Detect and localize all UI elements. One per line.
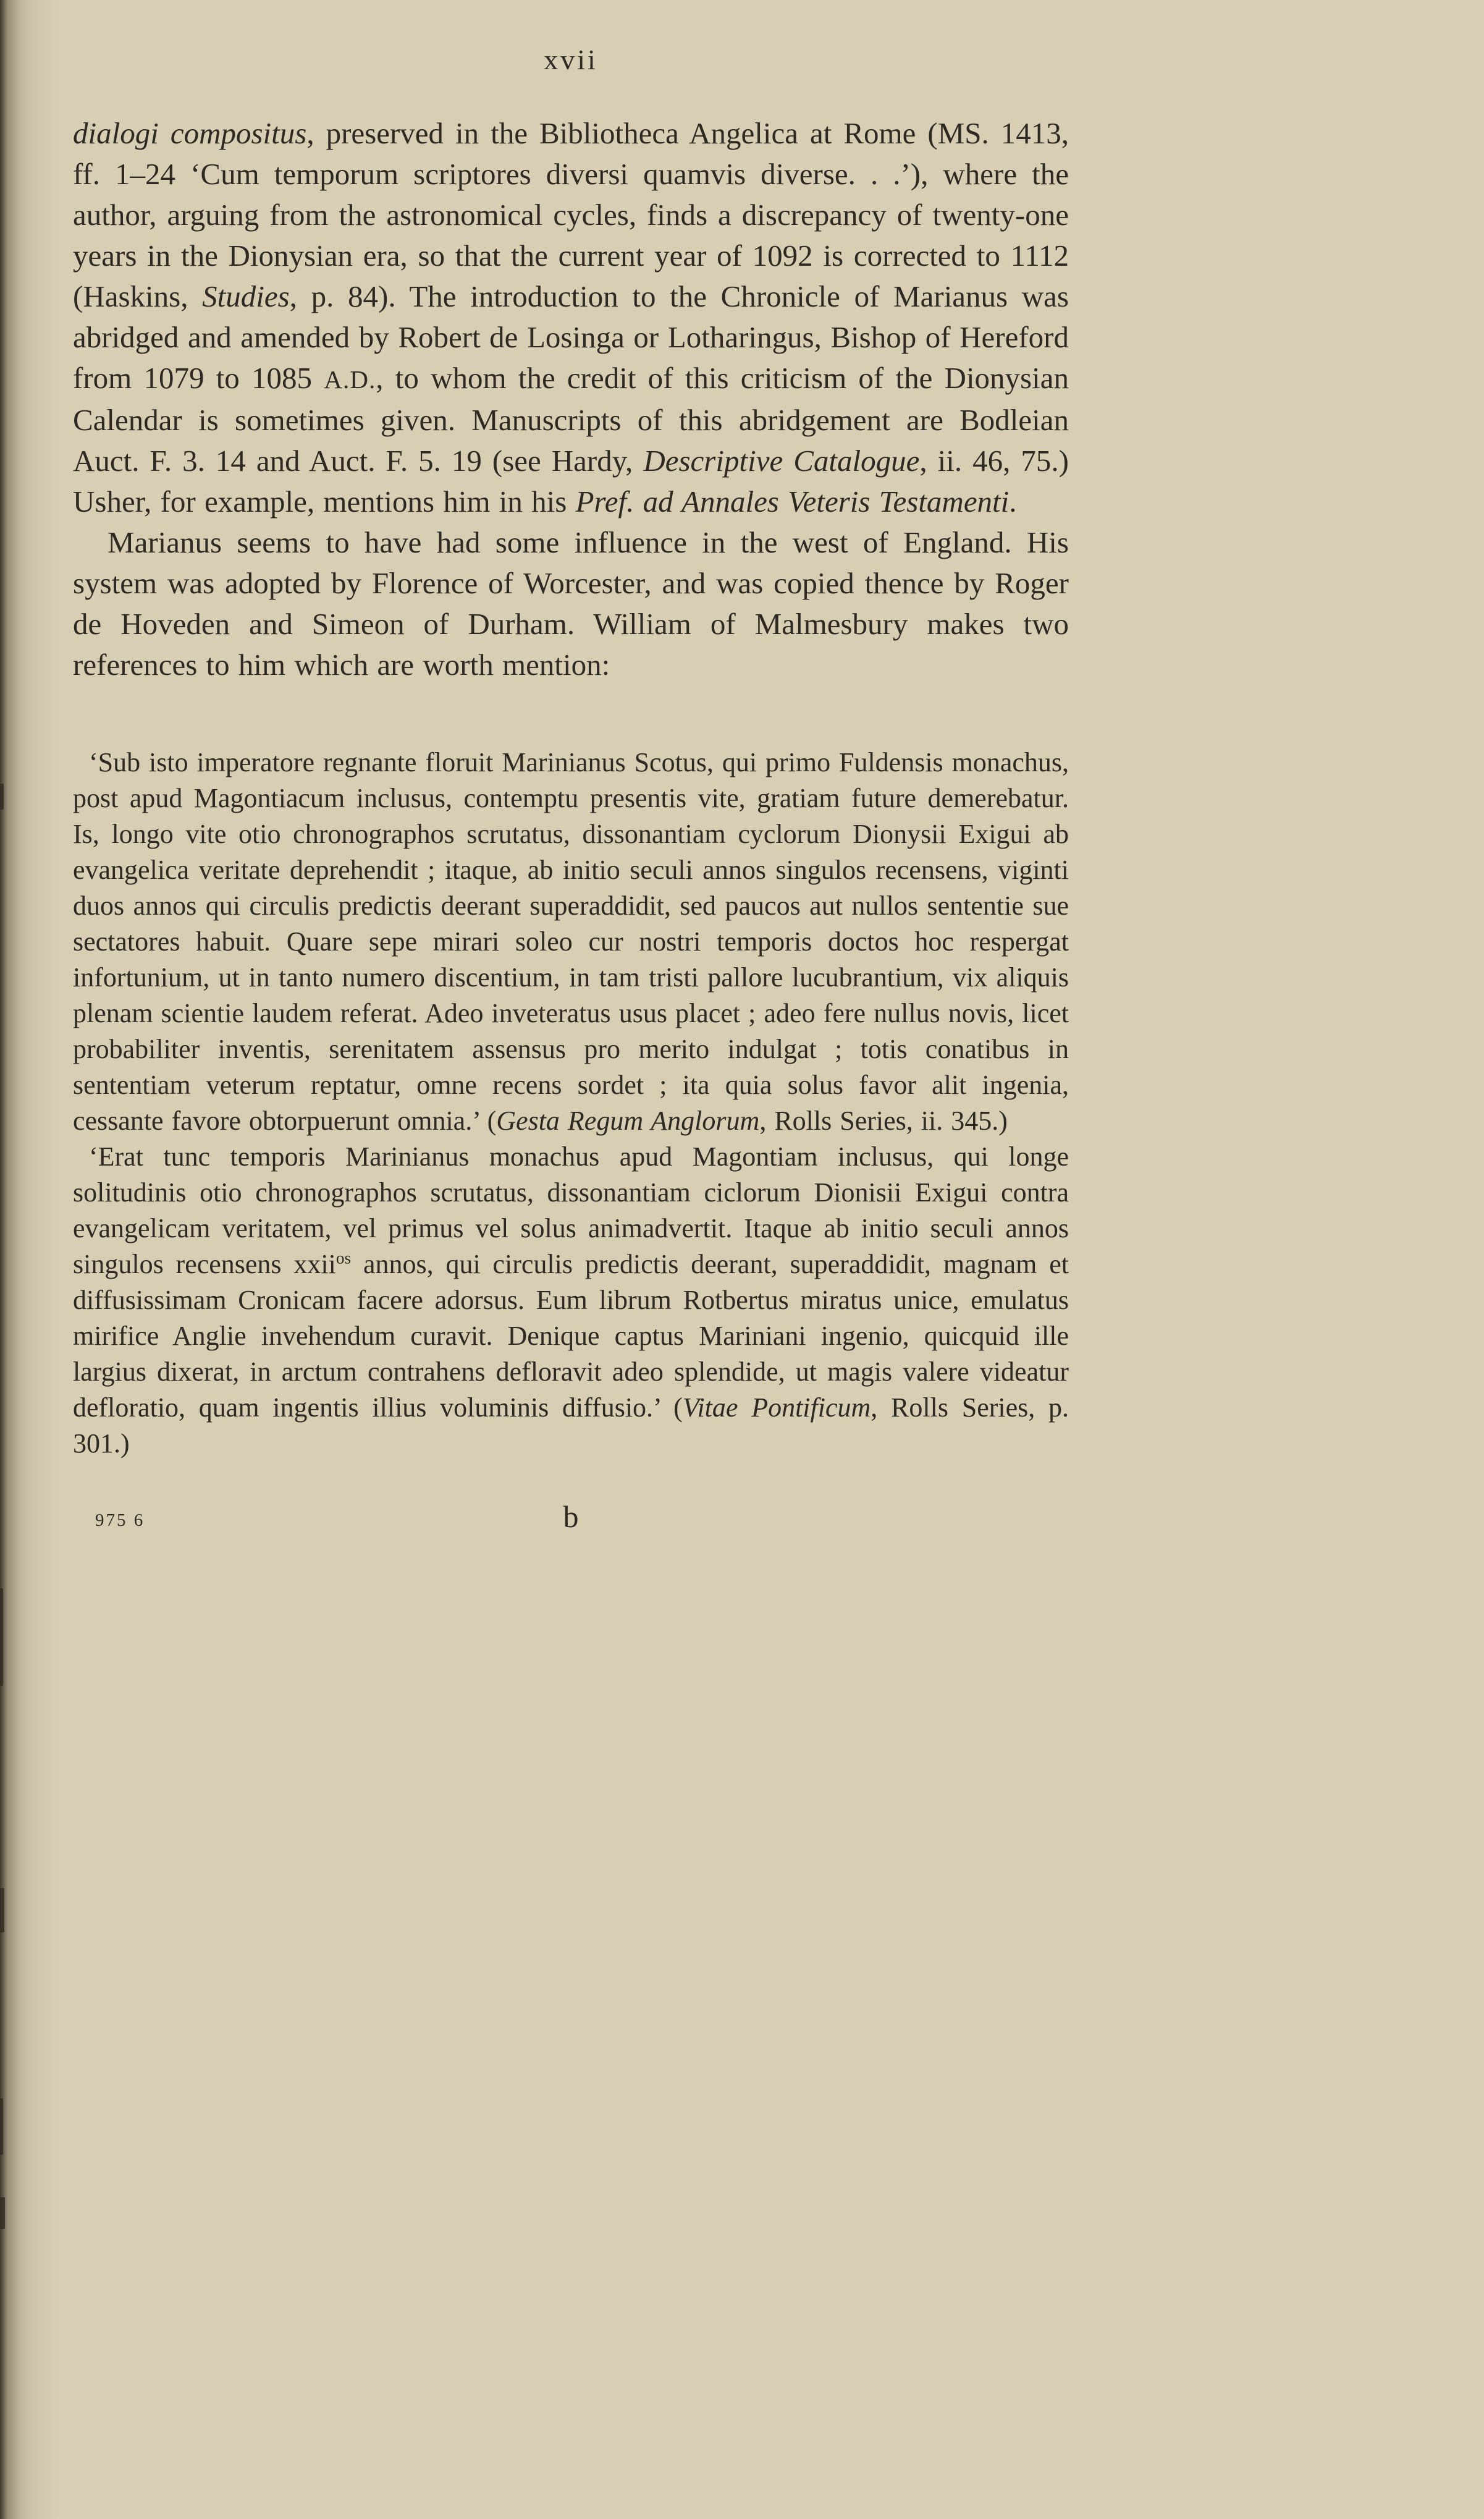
paragraph-continuation: dialogi compositus, preserved in the Bibliotheca Angelica at Rome (MS. 1413, ff. 1–24 ‘Cum temporum scriptores diversi quamvis diverse. . .’), where the author, arguing from the astronomical cycles, finds a discrepancy of twenty-one years in the Dionysian era, so that the current year of 1092 is corrected to 1112 (Haskins, Studies, p. 84). The introduction to the Chronicle of Marianus was abridged and amended by Robert de Losinga or Lotharingus, Bishop of Hereford from 1079 to 1085 A.D., to whom the credit of this criticism of the Dionysian Calendar is sometimes given. Manuscripts of this abridgement are Bodleian Auct. F. 3. 14 and Auct. F. 5. 19 (see Hardy, Descriptive Catalogue, ii. 46, 75.) Usher, for example, mentions him in his Pref. ad Annales Veteris Testamenti. [73, 116, 1069, 519]
binding-edge-shadow [0, 0, 59, 2519]
quote-block-vitae-pontificum: ‘Erat tunc temporis Marinianus monachus apud Magontiam inclusus, qui longe solitudinis otio chronographos scrutatus, dissonantiam ciclorum Dionisii Exigui contra evangelicam veritatem, vel primus vel solus animadvertit. Itaque ab initio seculi annos singulos recensens xxii$^{os}$ annos, qui circulis predictis deerant, superaddidit, magnam et diffusissimam Cronicam facere adorsus. Eum librum Rotbertus miratus unice, emulatus mirifice Anglie invehendum curavit. Denique captus Mariniani ingenio, quicquid ille largius dixerat, in arctum contrahens defloravit adeo splendide, ut magis valere videatur defloratio, quam ingentis illius voluminis diffusio.’ (Vitae Pontificum, Rolls Series, p. 301.) [73, 1141, 1069, 1458]
page-number: xvii [544, 44, 598, 75]
paper-speck [0, 1588, 3, 1686]
page-footer [73, 1496, 1069, 1535]
printer-signature: 975 6 [95, 1510, 145, 1530]
quote-block-gesta-regum: ‘Sub isto imperatore regnante floruit Marinianus Scotus, qui primo Fuldensis monachus, post apud Magontiacum inclusus, contemptu presentis vite, gratiam future demerebatur. Is, longo vite otio chronographos scrutatus, dissonantiam cyclorum Dionysii Exigui ab evangelica veritate deprehendit ; itaque, ab initio seculi annos singulos recensens, viginti duos annos qui circulis predictis deerant superaddidit, sed paucos aut nullos sententie sue sectatores habuit. Quare sepe mirari soleo cur nostri temporis doctos hoc respergat infortunium, ut in tanto numero discentium, in tam tristi pallore lucubrantium, vix aliquis plenam scientie laudem referat. Adeo inveteratus usus placet ; adeo fere nullus novis, licet probabiliter inventis, serenitatem assensus pro merito indulgat ; totis conatibus in sententiam veterum reptatur, omne recens sordet ; ita quia solus favor alit ingenia, cessante favore obtorpuerunt omnia.’ (Gesta Regum Anglorum, Rolls Series, ii. 345.) [73, 747, 1069, 1136]
paper-speck [0, 2197, 5, 2229]
gathering-mark: b [563, 1499, 579, 1534]
paper-speck [0, 1888, 4, 1933]
paper-speck [0, 784, 4, 810]
text-block [73, 43, 1069, 1535]
paragraph-marianus-influence: Marianus seems to have had some influence in the west of England. His system was adopted by Florence of Worcester, and was copied thence by Roger de Hoveden and Simeon of Durham. William of Malmesbury makes two references to him which are worth mention: [73, 525, 1069, 682]
paper-speck [0, 2098, 3, 2155]
